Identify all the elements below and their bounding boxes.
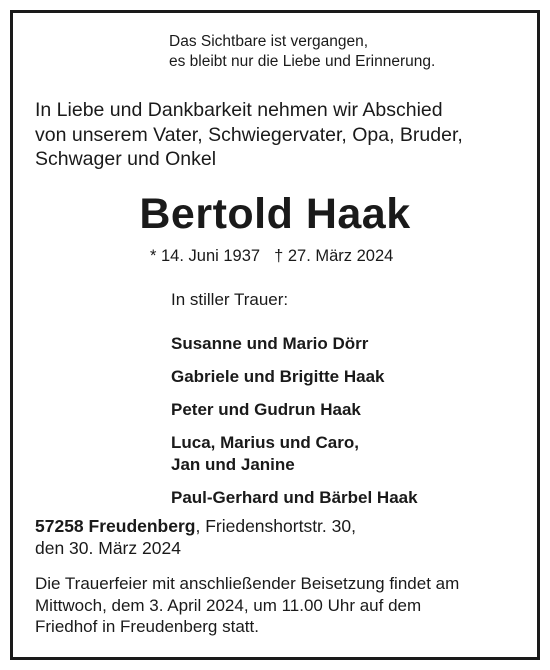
address-street: , Friedenshortstr. 30, — [195, 516, 356, 536]
death-date: † 27. März 2024 — [274, 247, 394, 265]
birth-date: * 14. Juni 1937 — [150, 247, 261, 265]
intro-line-1: In Liebe und Dankbarkeit nehmen wir Abschied — [35, 99, 443, 121]
mourner-name: Peter und Gudrun Haak — [171, 400, 361, 419]
mourner-name: Jan und Janine — [171, 455, 295, 474]
address-city: 57258 Freudenberg — [35, 516, 196, 536]
mourner-name: Paul-Gerhard und Bärbel Haak — [171, 488, 418, 507]
mourner-name: Luca, Marius und Caro, — [171, 433, 359, 452]
mourner-name: Susanne und Mario Dörr — [171, 334, 369, 353]
ceremony-info — [35, 573, 459, 638]
farewell-intro — [35, 98, 463, 172]
quote-line-2: es bleibt nur die Liebe und Erinnerung. — [169, 53, 436, 70]
mourning-label: In stiller Trauer: — [171, 290, 289, 309]
ceremony-line-1: Die Trauerfeier mit anschließender Beisetzung findet am — [35, 574, 460, 593]
intro-line-3: Schwager und Onkel — [35, 148, 217, 170]
notice-date: den 30. März 2024 — [35, 537, 181, 558]
quote-line-1: Das Sichtbare ist vergangen, — [169, 33, 369, 50]
ceremony-line-2: Mittwoch, dem 3. April 2024, um 11.00 Uhr auf dem — [35, 595, 422, 615]
ceremony-line-3: Friedhof in Freudenberg statt. — [35, 617, 259, 636]
memorial-quote — [169, 32, 435, 72]
obituary-notice — [10, 10, 540, 660]
deceased-name: Bertold Haak — [139, 190, 411, 238]
mourner-name: Gabriele und Brigitte Haak — [171, 367, 385, 386]
life-dates — [150, 246, 393, 266]
intro-line-2: von unserem Vater, Schwiegervater, Opa, Bruder, — [35, 123, 463, 146]
address-line — [35, 516, 356, 538]
address-block — [35, 516, 356, 559]
